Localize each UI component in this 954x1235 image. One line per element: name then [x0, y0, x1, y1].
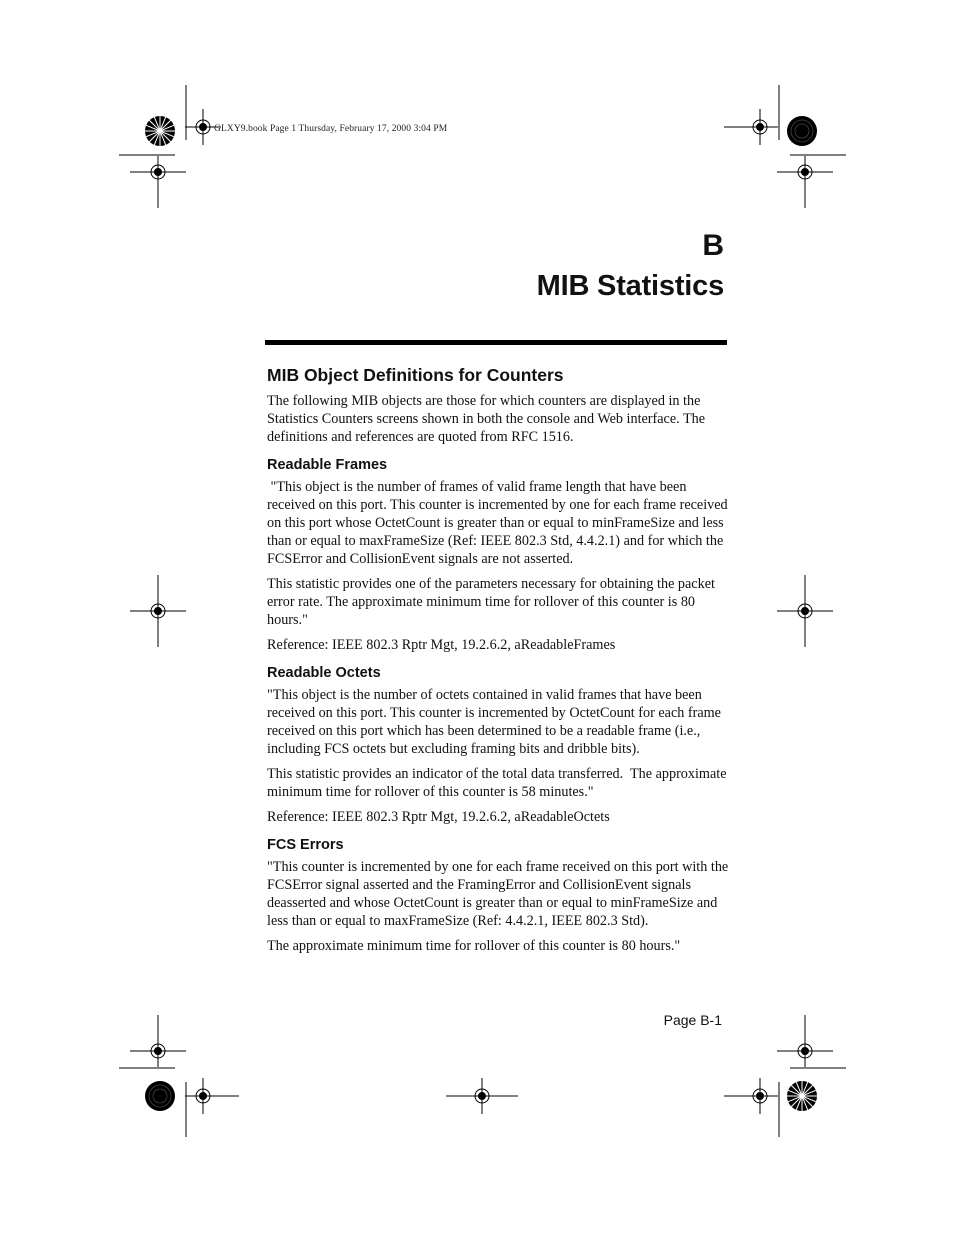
entry-heading: Readable Octets: [267, 665, 381, 681]
entry-heading: Readable Frames: [267, 457, 388, 473]
entry-readable-frames: [267, 456, 732, 654]
chapter-title: MIB Statistics: [536, 270, 724, 302]
entry-paragraph: "This counter is incremented by one for each frame received on this port with the FCSError signal asserted and the FramingError and CollisionEvent signals deasserted and whose OctetCount is greater than or equal to minFrameSize and less than or equal to maxFrameSize (Ref: 4.4.2.1, IEEE 802.3 Std).: [267, 859, 729, 929]
entry-paragraph: "This object is the number of frames of valid frame length that have been received on this port. This counter is incremented by one for each frame received on this port whose OctetCount is greater than or equal to minFrameSize and less than or equal to maxFrameSize (Ref: IEEE 802.3 Std, 4.4.2.1) and for which the FCSError and CollisionEvent signals are not asserted.: [267, 479, 732, 567]
entry-heading: FCS Errors: [267, 837, 344, 853]
section-rule: [265, 340, 727, 345]
entry-readable-octets: [267, 664, 729, 826]
entry-paragraph: The approximate minimum time for rollover of this counter is 80 hours.": [267, 938, 681, 954]
page-number: Page B-1: [663, 1012, 722, 1028]
entry-paragraph: This statistic provides one of the parameters necessary for obtaining the packet error rate. The approximate minimum time for rollover of this counter is 80 hours.": [267, 576, 715, 628]
entry-fcs-errors: [267, 836, 729, 955]
section-title: MIB Object Definitions for Counters: [267, 365, 564, 385]
entry-paragraph: "This object is the number of octets contained in valid frames that have been received on this port. This counter is incremented by OctetCount for each frame received on this port which has been determined to be a readable frame (i.e., including FCS octets but excluding framing bits and dribble bits).: [267, 687, 721, 757]
section-intro: The following MIB objects are those for which counters are displayed in the Statistics Counters screens shown in both the console and Web interface. The definitions and references are quoted from RFC 1516.: [267, 393, 706, 445]
entry-reference: Reference: IEEE 802.3 Rptr Mgt, 19.2.6.2, aReadableFrames: [267, 637, 616, 653]
book-info-header: GLXY9.book Page 1 Thursday, February 17, 2000 3:04 PM: [214, 124, 448, 134]
entry-reference: Reference: IEEE 802.3 Rptr Mgt, 19.2.6.2, aReadableOctets: [267, 809, 610, 825]
main-content: [267, 364, 732, 962]
chapter-letter: B: [702, 229, 724, 262]
entry-paragraph: This statistic provides an indicator of the total data transferred. The approximate minimum time for rollover of this counter is 58 minutes.": [267, 766, 731, 800]
